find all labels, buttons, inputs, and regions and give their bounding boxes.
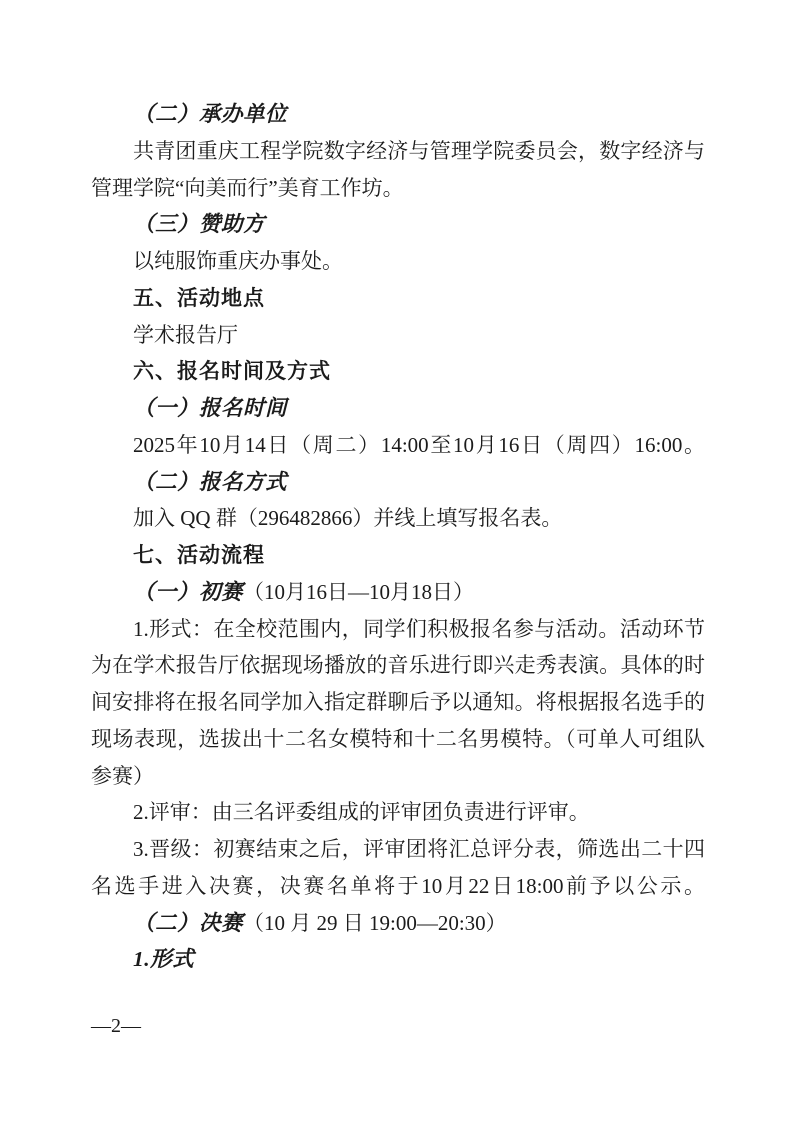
sub-heading: （三）赞助方 (133, 212, 266, 237)
sub-heading-detail: （10 月 29 日 19:00—20:30） (243, 910, 507, 935)
sub-heading: （二）承办单位 (133, 102, 288, 126)
text-line: 学术报告厅 (133, 322, 238, 347)
page-number: —2— (91, 1015, 141, 1037)
sub-heading-title: （一）初赛 (133, 579, 244, 604)
sub-heading-detail: （10月16日—10月18日） (243, 579, 475, 604)
text-line: 3.晋级：初赛结束之后，评审团将汇总评分表，筛选出二十四 (133, 837, 705, 861)
text-line: 加入 QQ 群（296482866）并线上填写报名表。 (133, 506, 563, 531)
text-line: 名选手进入决赛，决赛名单将于10月22日18:00前予以公示。 (91, 873, 705, 898)
sub-heading (91, 574, 705, 611)
section-heading: 七、活动流程 (133, 543, 265, 567)
text-line: 现场表现，选拔出十二名女模特和十二名男模特。（可单人可组队 (91, 726, 705, 751)
text-line: 间安排将在报名同学加入指定群聊后予以通知。将根据报名选手的 (91, 690, 705, 714)
section-heading: 六、报名时间及方式 (133, 359, 331, 384)
sub-heading (91, 905, 705, 942)
text-line: 参赛） (91, 763, 154, 788)
sub-heading: （一）报名时间 (133, 396, 288, 420)
text-line: 共青团重庆工程学院数字经济与管理学院委员会，数字经济与 (133, 138, 705, 163)
sub-heading: （二）报名方式 (133, 469, 288, 494)
document-body (91, 96, 705, 978)
text-line: 为在学术报告厅依据现场播放的音乐进行即兴走秀表演。具体的时 (91, 653, 705, 678)
section-heading: 五、活动地点 (133, 285, 265, 310)
text-line: 1.形式：在全校范围内，同学们积极报名参与活动。活动环节 (133, 616, 705, 641)
sub-heading-title: （二）决赛 (133, 910, 244, 935)
sub-heading: 1.形式 (133, 947, 195, 972)
text-line: 2.评审：由三名评委组成的评审团负责进行评审。 (133, 800, 590, 825)
text-line: 2025年10月14日（周二）14:00至10月16日（周四）16:00。 (133, 432, 705, 457)
text-line: 以纯服饰重庆办事处。 (133, 249, 343, 273)
text-line: 管理学院“向美而行”美育工作坊。 (91, 175, 404, 200)
